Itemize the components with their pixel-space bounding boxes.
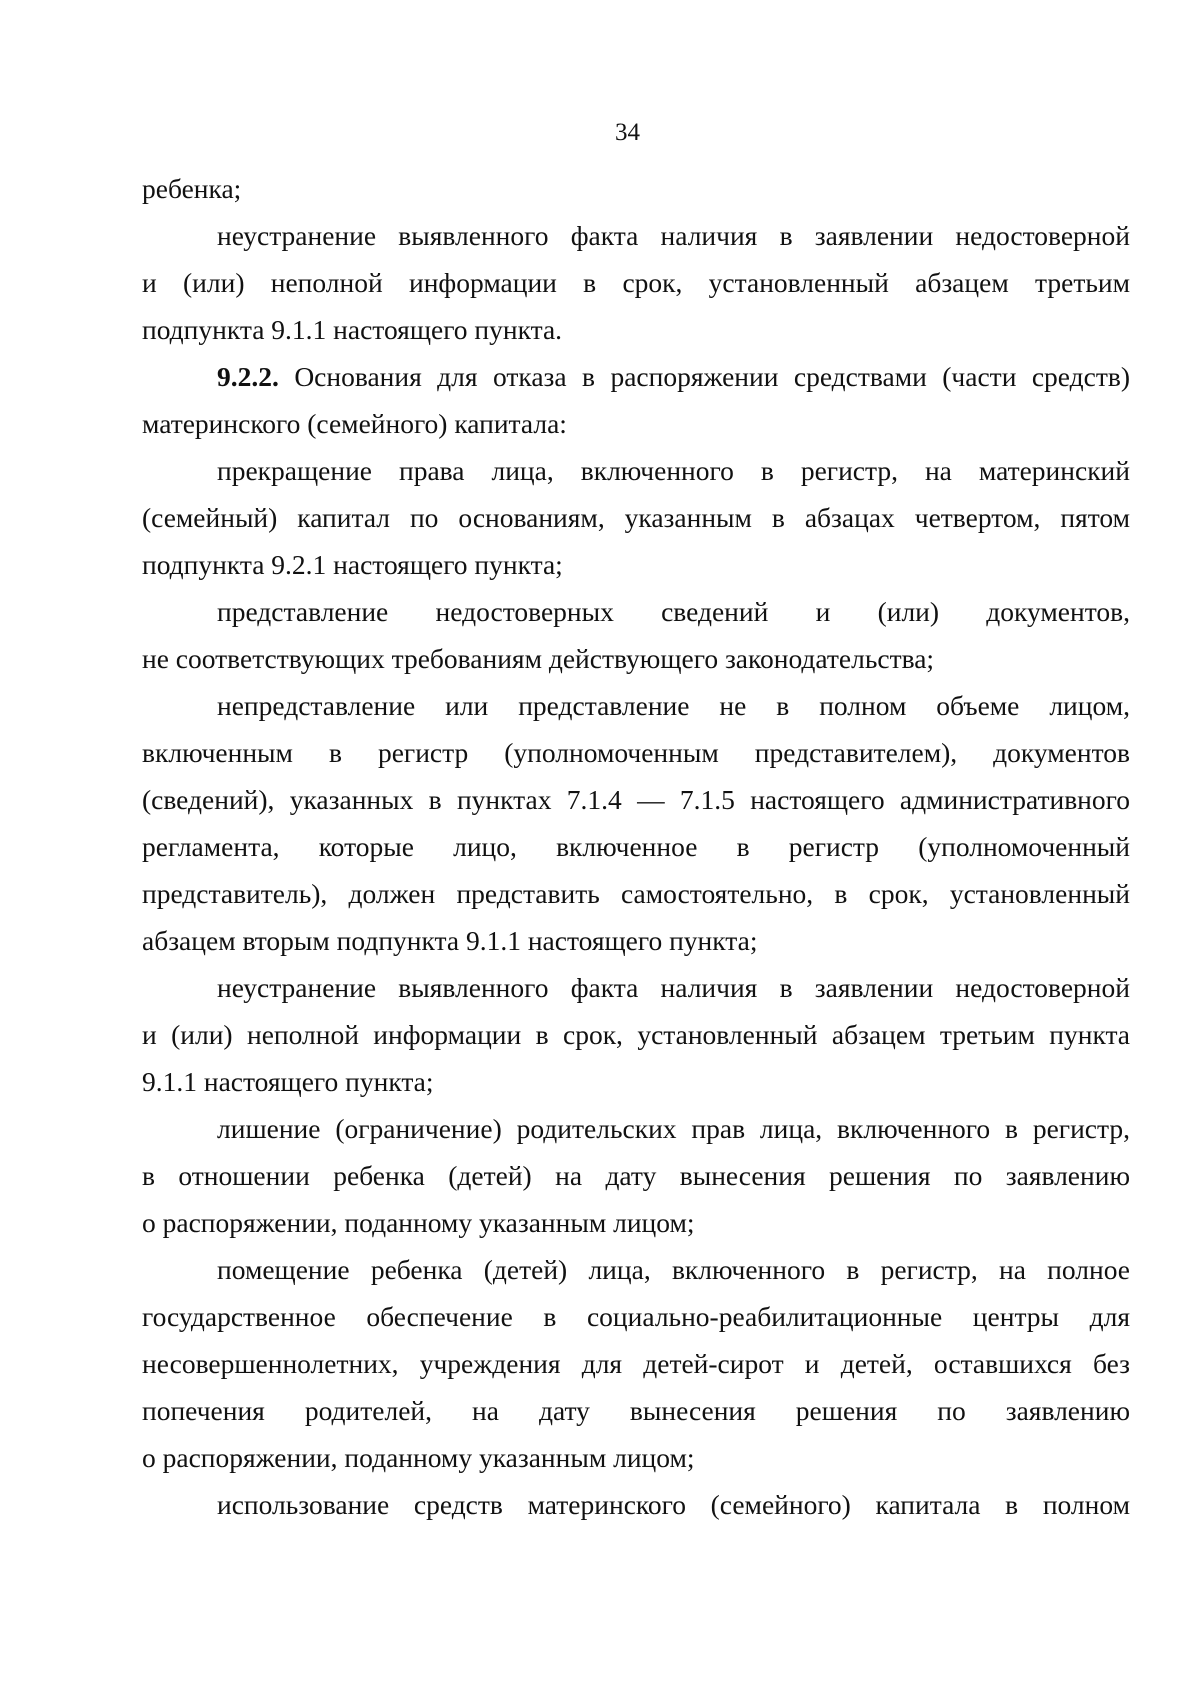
- paragraph: [142, 682, 1130, 964]
- text-line: и (или) неполной информации в срок, установленный абзацем третьим пункта: [142, 1019, 1130, 1050]
- text-line: (сведений), указанных в пунктах 7.1.4 — 7.1.5 настоящего административного: [142, 784, 1130, 815]
- text-line: регламента, которые лицо, включенное в регистр (уполномоченный: [142, 831, 1130, 862]
- text-line: лишение (ограничение) родительских прав лица, включенного в регистр,: [217, 1113, 1130, 1144]
- document-body: [142, 165, 1130, 1528]
- paragraph: [142, 353, 1130, 447]
- paragraph: [142, 447, 1130, 588]
- text-line: представитель), должен представить самостоятельно, в срок, установленный: [142, 878, 1130, 909]
- paragraph: [142, 1246, 1130, 1481]
- text-line: (семейный) капитал по основаниям, указанным в абзацах четвертом, пятом: [142, 502, 1130, 533]
- text-line: неустранение выявленного факта наличия в заявлении недостоверной: [217, 972, 1130, 1003]
- text-line: включенным в регистр (уполномоченным представителем), документов: [142, 737, 1130, 768]
- paragraph: [142, 1481, 1130, 1528]
- text-line: в отношении ребенка (детей) на дату вынесения решения по заявлению: [142, 1160, 1130, 1191]
- text-line: о распоряжении, поданному указанным лицом;: [142, 1207, 695, 1238]
- text-line: и (или) неполной информации в срок, установленный абзацем третьим: [142, 267, 1130, 298]
- text-line: подпункта 9.2.1 настоящего пункта;: [142, 549, 563, 580]
- text-line: прекращение права лица, включенного в регистр, на материнский: [217, 455, 1130, 486]
- text-line: непредставление или представление не в полном объеме лицом,: [217, 690, 1130, 721]
- section-number: 9.2.2.: [217, 361, 279, 392]
- text-line: материнского (семейного) капитала:: [142, 408, 567, 439]
- text-line: несовершеннолетних, учреждения для детей-сирот и детей, оставшихся без: [142, 1348, 1130, 1379]
- paragraph: [142, 1105, 1130, 1246]
- text-line: подпункта 9.1.1 настоящего пункта.: [142, 314, 563, 345]
- text-line: не соответствующих требованиям действующего законодательства;: [142, 643, 935, 674]
- page-number: 34: [615, 119, 640, 146]
- text-line: представление недостоверных сведений и (или) документов,: [217, 596, 1130, 627]
- text-line: 9.1.1 настоящего пункта;: [142, 1066, 434, 1097]
- text-line: неустранение выявленного факта наличия в заявлении недостоверной: [217, 220, 1130, 251]
- text-line: помещение ребенка (детей) лица, включенного в регистр, на полное: [217, 1254, 1130, 1285]
- text-line: о распоряжении, поданному указанным лицом;: [142, 1442, 695, 1473]
- text-line: ребенка;: [142, 173, 242, 204]
- text-line: попечения родителей, на дату вынесения решения по заявлению: [142, 1395, 1130, 1426]
- paragraph: [142, 212, 1130, 353]
- text-line: государственное обеспечение в социально-реабилитационные центры для: [142, 1301, 1130, 1332]
- paragraph: [142, 165, 1130, 212]
- paragraph: [142, 964, 1130, 1105]
- text-line: [142, 353, 1130, 400]
- paragraph: [142, 588, 1130, 682]
- text-line: использование средств материнского (семейного) капитала в полном: [217, 1489, 1130, 1520]
- text-span: Основания для отказа в распоряжении средствами (части средств): [294, 361, 1130, 392]
- text-line: абзацем вторым подпункта 9.1.1 настоящего пункта;: [142, 925, 758, 956]
